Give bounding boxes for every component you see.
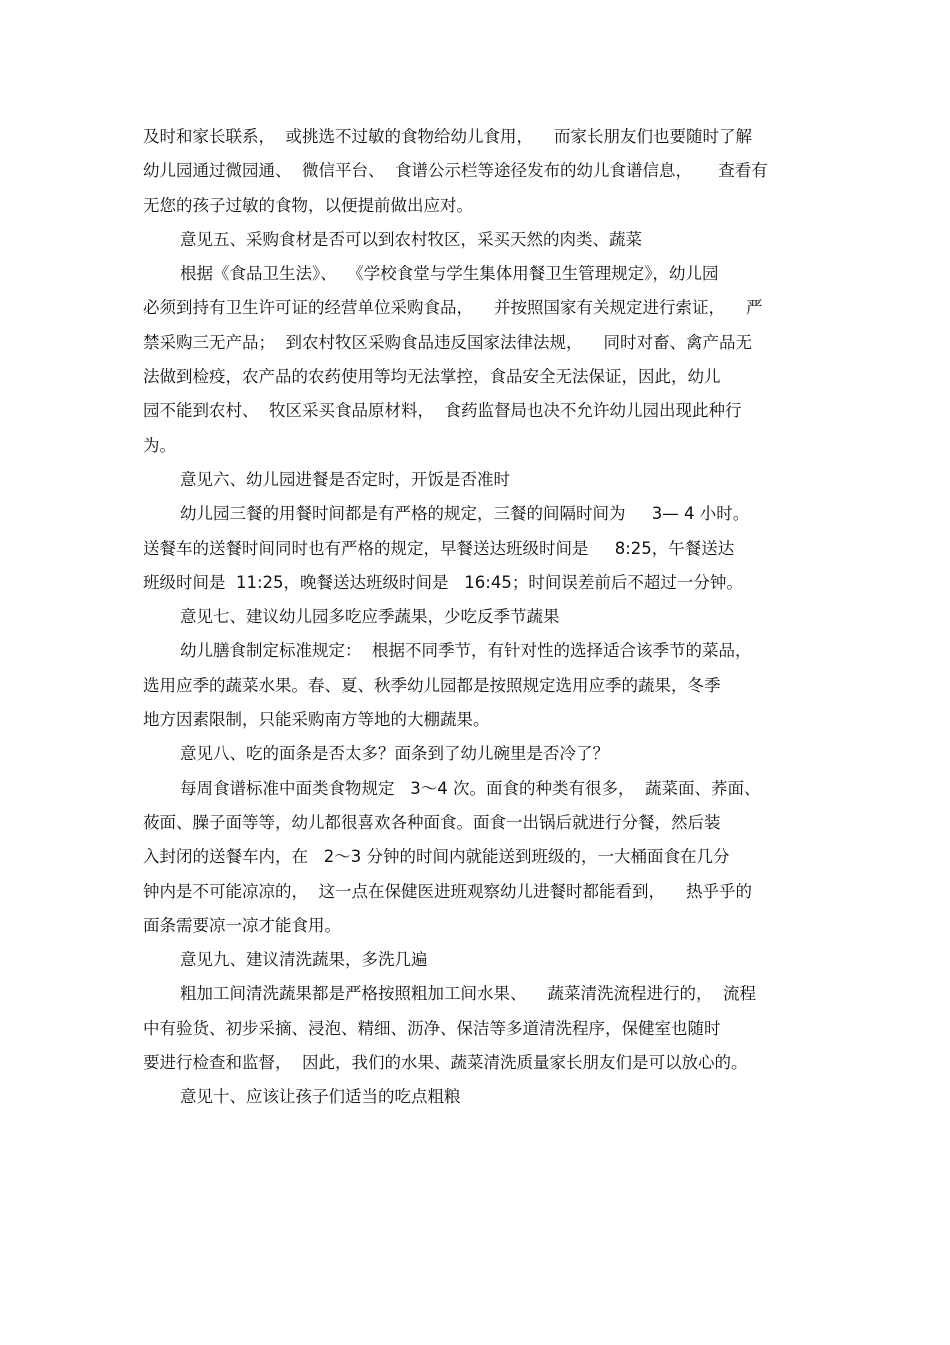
text-line: 莜面、臊子面等等，幼儿都很喜欢各种面食。面食一出锅后就进行分餐，然后装	[143, 812, 721, 832]
text-line: 要进行检查和监督， 因此，我们的水果、蔬菜清洗质量家长朋友们是可以放心的。	[143, 1053, 748, 1073]
text-line: 面条需要凉一凉才能食用。	[143, 915, 341, 935]
text-line: 法做到检疫，农产品的农药使用等均无法掌控，食品安全无法保证，因此，幼儿	[143, 367, 721, 387]
document-body	[143, 120, 813, 1115]
text-line: 园不能到农村、 牧区采买食品原材料， 食药监督局也决不允许幼儿园出现此种行	[143, 401, 742, 421]
text-line: 必须到持有卫生许可证的经营单位采购食品， 并按照国家有关规定进行索证， 严	[143, 298, 763, 318]
text-line: 粗加工间清洗蔬果都是严格按照粗加工间水果、 蔬菜清洗流程进行的， 流程	[180, 984, 756, 1004]
section-heading: 意见七、建议幼儿园多吃应季蔬果，少吃反季节蔬果	[180, 607, 560, 627]
text-line: 中有验货、初步采摘、浸泡、精细、沥净、保洁等多道清洗程序，保健室也随时	[143, 1018, 721, 1038]
text-line: 入封闭的送餐车内，在 2～3 分钟的时间内就能送到班级的，一大桶面食在几分	[143, 847, 730, 867]
text-line: 根据《食品卫生法》、 《学校食堂与学生集体用餐卫生管理规定》，幼儿园	[180, 264, 719, 284]
text-line: 每周食谱标准中面类食物规定 3～4 次。面食的种类有很多， 蔬菜面、荞面、	[180, 778, 761, 798]
text-line: 幼儿园通过微园通、 微信平台、 食谱公示栏等途径发布的幼儿食谱信息， 查看有	[143, 161, 768, 181]
text-line: 幼儿膳食制定标准规定： 根据不同季节，有针对性的选择适合该季节的菜品，	[180, 641, 752, 661]
text-line: 幼儿园三餐的用餐时间都是有严格的规定，三餐的间隔时间为 3— 4 小时。	[180, 504, 750, 524]
text-line: 送餐车的送餐时间同时也有严格的规定，早餐送达班级时间是 8:25，午餐送达	[143, 538, 735, 558]
text-line: 班级时间是 11:25，晚餐送达班级时间是 16:45；时间误差前后不超过一分钟。	[143, 572, 743, 592]
text-line: 禁采购三无产品； 到农村牧区采购食品违反国家法律法规， 同时对畜、禽产品无	[143, 332, 752, 352]
text-line: 地方因素限制，只能采购南方等地的大棚蔬果。	[143, 710, 490, 730]
section-heading: 意见十、应该让孩子们适当的吃点粗粮	[180, 1087, 461, 1107]
section-heading: 意见九、建议清洗蔬果，多洗几遍	[180, 950, 428, 970]
section-heading: 意见五、采购食材是否可以到农村牧区，采买天然的肉类、蔬菜	[180, 229, 642, 249]
text-line: 选用应季的蔬菜水果。春、夏、秋季幼儿园都是按照规定选用应季的蔬果，冬季	[143, 675, 721, 695]
section-heading: 意见八、吃的面条是否太多？面条到了幼儿碗里是否冷了？	[180, 744, 609, 764]
text-line: 钟内是不可能凉凉的， 这一点在保健医进班观察幼儿进餐时都能看到， 热乎乎的	[143, 881, 752, 901]
text-line: 为。	[143, 435, 176, 455]
text-line: 无您的孩子过敏的食物，以便提前做出应对。	[143, 195, 473, 215]
section-heading: 意见六、幼儿园进餐是否定时，开饭是否准时	[180, 469, 510, 489]
text-line: 及时和家长联系， 或挑选不过敏的食物给幼儿食用， 而家长朋友们也要随时了解	[143, 127, 752, 146]
